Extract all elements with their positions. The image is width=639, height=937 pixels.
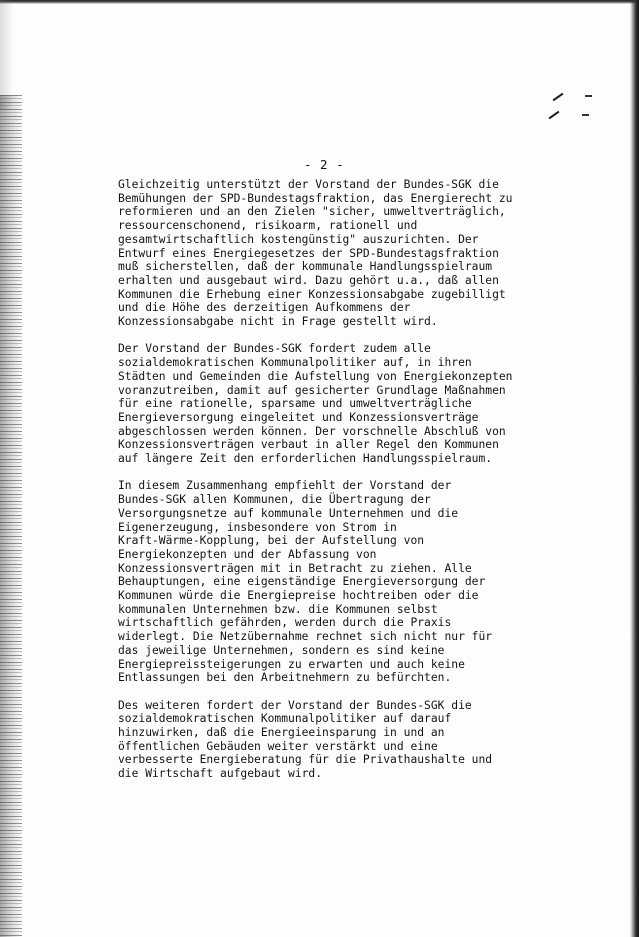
- text-line: Konzessionsabgabe nicht in Frage gestellt wird.: [118, 315, 438, 329]
- text-line: kommunalen Unternehmen bzw. die Kommunen selbst: [118, 602, 438, 616]
- text-line: Versorgungsnetze auf kommunale Unternehmen und die: [118, 506, 459, 520]
- text-line: Konzessionsverträgen mit in Betracht zu ziehen. Alle: [118, 561, 472, 575]
- text-line: und die Höhe des derzeitigen Aufkommens der: [118, 301, 411, 315]
- scan-left-shadow: [0, 0, 14, 110]
- text-line: gesamtwirtschaftlich kostengünstig" auszurichten. Der: [118, 232, 479, 246]
- paragraph: [118, 342, 638, 465]
- scan-top-edge: [0, 0, 639, 4]
- paragraph: [118, 699, 638, 781]
- margin-dash-mark: [585, 95, 592, 97]
- text-line: In diesem Zusammenhang empfiehlt der Vorstand der: [118, 479, 452, 493]
- margin-tick-mark: [553, 93, 564, 102]
- paragraph: [118, 479, 638, 685]
- text-line: voranzutreiben, damit auf gesicherter Grundlage Maßnahmen: [118, 383, 506, 397]
- page-number: - 2 -: [304, 157, 345, 172]
- text-line: widerlegt. Die Netzübernahme rechnet sich nicht nur für: [118, 630, 493, 644]
- text-line: muß sicherstellen, daß der kommunale Handlungsspielraum: [118, 260, 493, 274]
- text-line: Gleichzeitig unterstützt der Vorstand der Bundes-SGK die: [118, 178, 499, 191]
- scan-left-edge: [0, 95, 22, 937]
- text-line: Städten und Gemeinden die Aufstellung von Energiekonzepten: [118, 369, 513, 383]
- text-line: Bundes-SGK allen Kommunen, die Übertragung der: [118, 493, 431, 507]
- text-line: Kraft-Wärme-Kopplung, bei der Aufstellung von: [118, 534, 425, 548]
- text-line: erhalten und ausgebaut wird. Dazu gehört u.a., daß allen: [118, 273, 499, 287]
- text-line: Behauptungen, eine eigenständige Energieversorgung der: [118, 575, 486, 589]
- text-line: sozialdemokratischen Kommunalpolitiker auf darauf: [118, 712, 452, 726]
- text-line: hinzuwirken, daß die Energieeinsparung in und an: [118, 726, 445, 740]
- text-line: die Wirtschaft aufgebaut wird.: [118, 767, 323, 781]
- text-line: auf längere Zeit den erforderlichen Handlungsspielraum.: [118, 452, 493, 466]
- text-line: Des weiteren fordert der Vorstand der Bundes-SGK die: [118, 698, 472, 712]
- text-line: Energieversorgung eingeleitet und Konzessionsverträge: [118, 410, 479, 424]
- text-line: reformieren und an den Zielen "sicher, umweltverträglich,: [118, 205, 506, 219]
- text-line: sozialdemokratischen Kommunalpolitiker auf, in ihren: [118, 356, 472, 370]
- text-line: das jeweilige Unternehmen, sondern es sind keine: [118, 643, 445, 657]
- text-line: wirtschaftlich gefährden, werden durch die Praxis: [118, 616, 452, 630]
- text-line: für eine rationelle, sparsame und umweltverträgliche: [118, 397, 472, 411]
- text-line: Bemühungen der SPD-Bundestagsfraktion, das Energierecht zu: [118, 191, 513, 205]
- text-line: Kommunen würde die Energiepreise hochtreiben oder die: [118, 589, 479, 603]
- text-line: Eigenerzeugung, insbesondere von Strom in: [118, 520, 397, 534]
- text-line: Entwurf eines Energiegesetzes der SPD-Bundestagsfraktion: [118, 246, 499, 260]
- text-line: ressourcenschonend, risikoarm, rationell und: [118, 219, 418, 233]
- text-line: abgeschlossen werden können. Der vorschnelle Abschluß von: [118, 424, 506, 438]
- text-line: Kommunen die Erhebung einer Konzessionsabgabe zugebilligt: [118, 287, 506, 301]
- text-line: Konzessionsverträgen verbaut in aller Regel den Kommunen: [118, 438, 499, 452]
- text-line: öffentlichen Gebäuden weiter verstärkt und eine: [118, 739, 438, 753]
- margin-dash-mark: [582, 114, 589, 116]
- text-line: Der Vorstand der Bundes-SGK fordert zudem alle: [118, 342, 431, 356]
- margin-tick-mark: [549, 111, 560, 120]
- text-line: verbesserte Energieberatung für die Privathaushalte und: [118, 753, 493, 767]
- text-line: Entlassungen bei den Arbeitnehmern zu befürchten.: [118, 671, 452, 685]
- document-body: [118, 178, 638, 795]
- paragraph: [118, 178, 638, 329]
- text-line: Energiepreissteigerungen zu erwarten und auch keine: [118, 657, 465, 671]
- text-line: Energiekonzepten und der Abfassung von: [118, 547, 377, 561]
